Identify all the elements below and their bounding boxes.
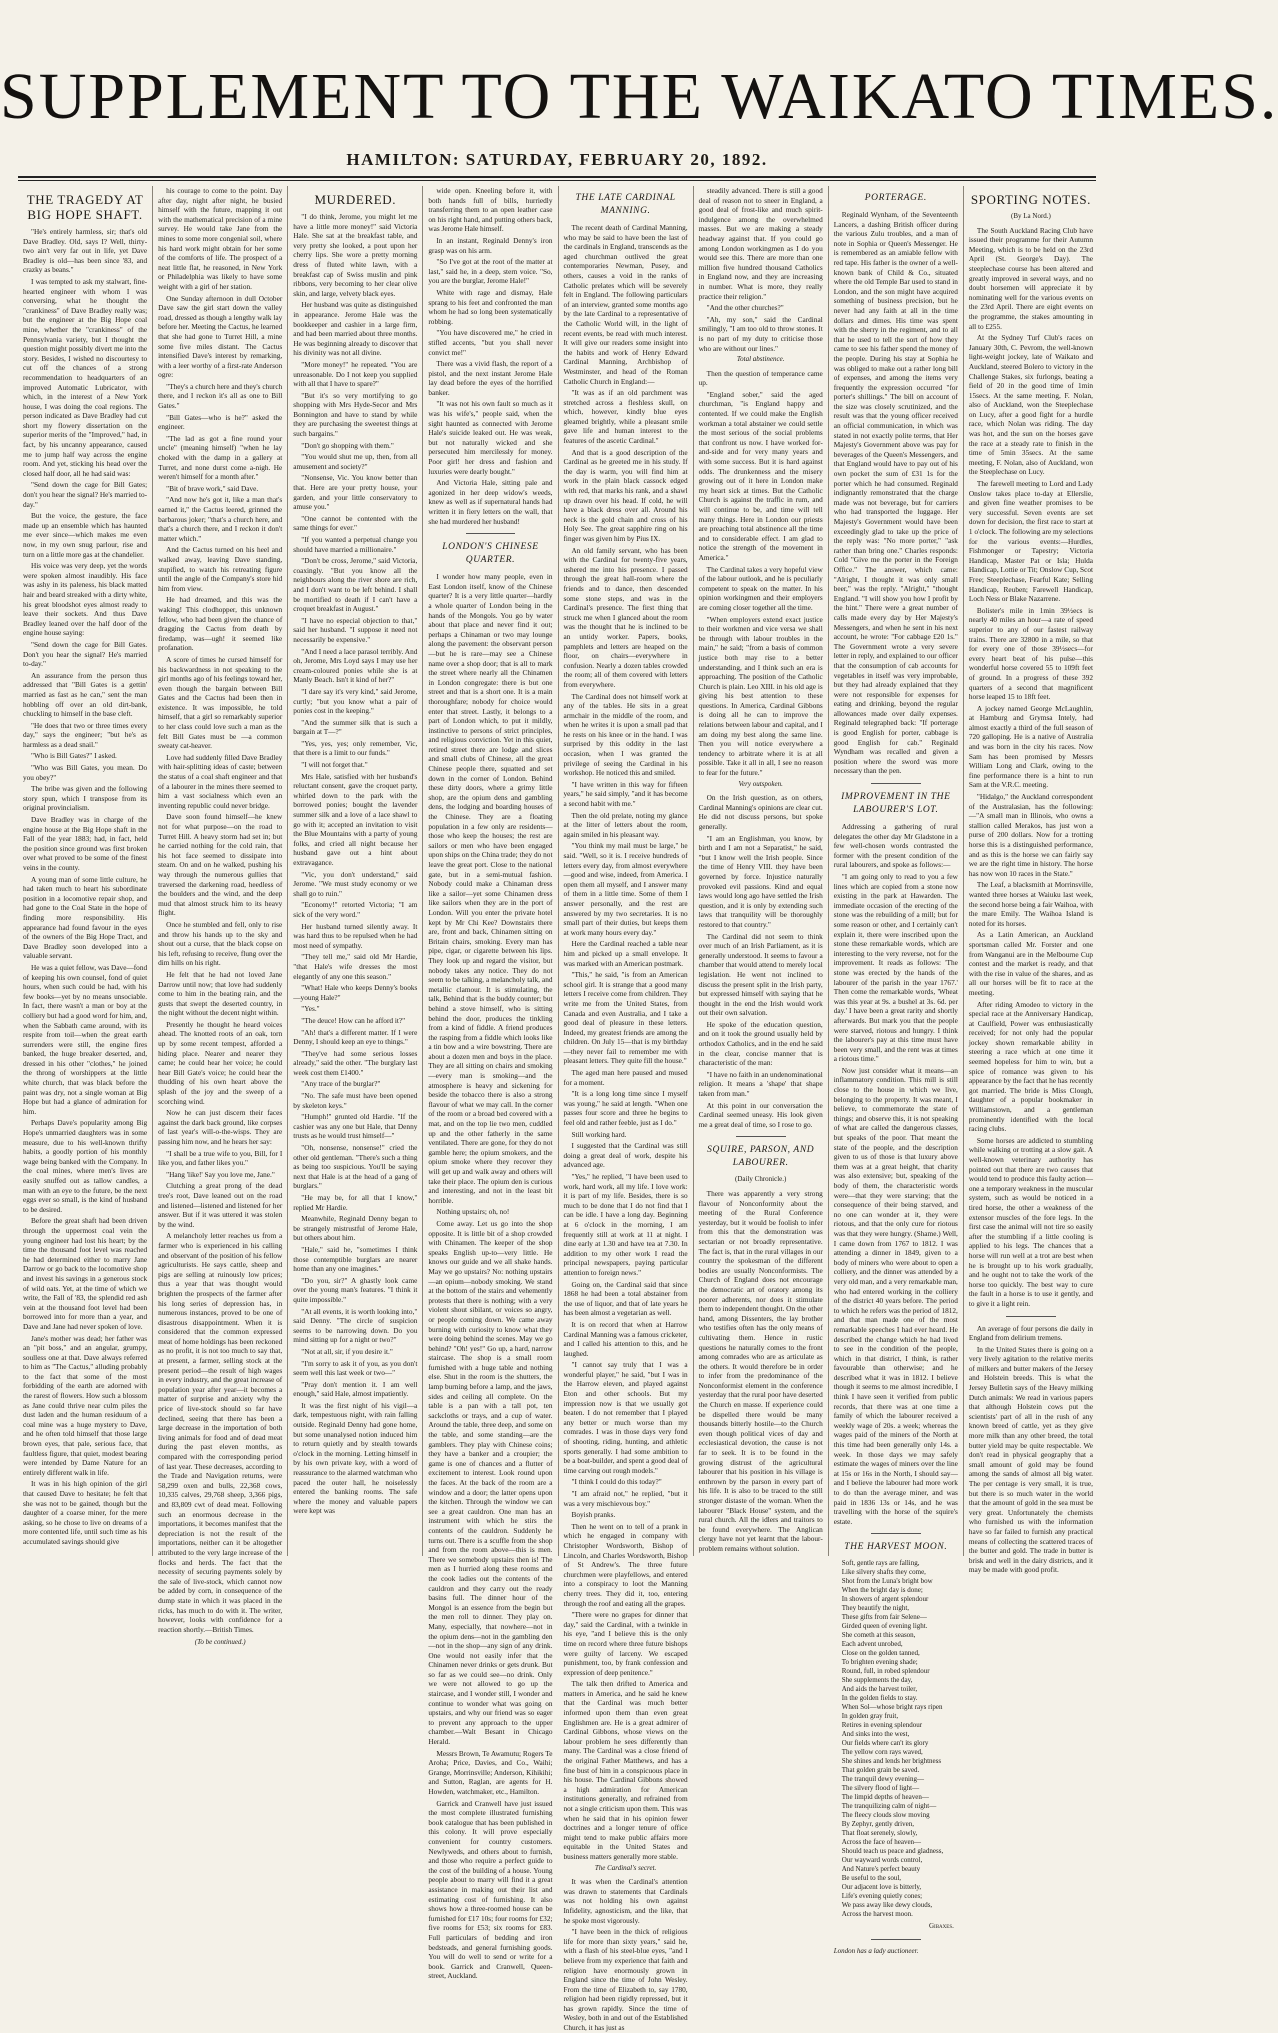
column-5 [559,186,694,2033]
filler-note: London has a lady auctioneer. [833,1946,919,1955]
paragraph: "More money!" he repeated. "You are unreasonable. Do I not keep you supplied with all that I have to spare?" [293,359,418,389]
paragraph: One Sunday afternoon in dull October Dave saw the girl start down the valley road, dressed as though a lengthy walk lay before her. Meeting the Cactus, he learned that she had gone to Turret Hill, a mine some five miles distant. The Cactus intensified Dave's interest by remarking, with a leer worthy of a first-rate Anderson ogre: [158,293,283,380]
paragraph: "I am afraid not," he replied, "but it was a very mischievous boy." [563,1489,688,1508]
paragraph: "This," he said, "is from an American school girl. It is strange that a good many letters I receive come from children. They write me from the United States, from Canada and even Australia, and I take a good deal of pleasure in these letters. Indeed, my greatest friends are among the children. On July 15—that is my birthday—they never fail to remember me with pleasant letters. They quite fill the house." [563,970,688,1066]
paragraph: An old family servant, who has been with the Cardinal for twenty-five years, ushered me into his presence. I passed through the great hall-room where the friends and to dance, then descended some stone steps, and was in the Cardinal's presence. The first thing that struck me when I glanced about the room was the thought that he is inclined to be an untidy worker. Papers, books, pamphlets and letters are heaped on the floor, on chairs—everywhere in confusion. Nearly a dozen tables crowded the room; all of them covered with letters from everywhere. [563,545,688,689]
article-body [428,572,552,1981]
paragraph: The farewell meeting to Lord and Lady Onslow takes place to-day at Ellerslie, and given fine weather promises to be very successful. Seven events are set down for decision, the first race to start at 1 o'clock. The following are my selections for the various events:—Hurdles, Fishmonger or Tapestry; Victoria Handicap, Master Pat or Isla; Hulda Handicap, Lottie or Tit; Onslow Cup, Scot Free; Steeplechase, Fearful Kate; Selling Handicap, Reuben; Farewell Handicap, Loch Ness or Blake Nazarrene. [968,479,1093,604]
paragraph: "Hang 'like!' Say you love me, Jane." [166,1169,275,1179]
paragraph: It was when the Cardinal's attention was drawn to statements that Cardinals was not holding his own against Infidelity, agnosticism, and the like, that he spoke most vigorously. [563,1877,688,1925]
paragraph: It was in his high opinion of the girl that caused Dave to hesitate; he felt that she was not to be gained, though but the daughter of a coarse miner, for the mere asking, so he chose to live on dreams of a more contented life, until such time as his accumulated savings should give [23,1479,148,1546]
paragraph: In an instant, Reginald Denny's iron grasp was on his arm. [428,235,553,255]
paragraph: Here the Cardinal reached a table near him and picked up a small envelope. It was marked with an American postmark. [563,939,688,968]
paragraph: Life's evening quietly cones; [841,1892,923,1901]
paragraph: And that is a good description of the Cardinal as he greeted me in his study. If the day is warm, you will find him at work in the plain black cassock edged with red, that marks his rank, and a shawl up drawn over his head. If cold, he will have a black dress over all. Around his neck is the gold chain and cross of his Holy See. The great sapphire ring on his finger was given him by Pius IX. [563,447,688,543]
paragraph: After riding Amodeo to victory in the special race at the Anniversary Handicap, at Caulfield, Power was enthusiastically received; for not only had the popular jockey shown remarkable ability in steering a race which at one time it seemed hopeless for him to win, but a spice of romance was given to his appearance by the fact that he has recently got married. The bride is Miss Clough, daughter of a popular bookmaker in Williamstown, and a gentleman prominently identified with the local racing clubs. [968,999,1093,1134]
paragraph: his courage to come to the point. Day after day, night after night, he busied himself with the future, mapping it out with the mathematical precision of a mine survey. He would take Jane from the mines to some more congenial soil, where his hard work might obtain for her some of the comforts of life. The prospect of a neat little flat, he reasoned, in New York or Philadelphia was likely to have some weight with a girl of her station. [158,186,283,291]
subheading: Very outspoken. [738,779,783,788]
paragraph: Once he stumbled and fell, only to rise and throw his hands up to the sky and shout out a curse, that the black copse on his left, refusing to receive, flung over the dim hills on his right. [158,919,283,968]
column-1 [18,186,153,1556]
article-heading: MURDERED. [314,192,397,207]
paragraph: Across the harvest moon. [841,1910,913,1919]
article-heading: THE HARVEST MOON. [844,1542,948,1553]
poem-signature: Gibaxes. [929,1922,954,1931]
divider [871,1533,921,1534]
column-2 [153,186,288,1647]
paragraph: There was a vivid flash, the report of a pistol, and the next instant Jerome Hale lay dead before the eyes of the horrified banker. [428,359,553,397]
masthead-rule [18,176,1096,178]
paragraph: "There were no grapes for dinner that day," said the Cardinal, with a twinkle in his eye, "and I believe this is the only time on record where three future bishops were guilty of larceny. We escaped punishment, too, by frank confession and expression of deep penitence." [563,1610,688,1677]
paragraph: We pass away like dewy clouds, [841,1901,933,1910]
paragraph: In the United States there is going on a very lively agitation to the relative merits of milkers and butter makers of the Jersey and Holstein breeds. This is what the Jersey Bulletin says of the Heavy milking Dutch animals: We read in various papers that although Holstein cows put the scientists' part of all in the rush of any known breed of cattle, yet as they give more milk than any other breed, the total butter yield may be quite respectable. We don't read in physical geography that a small amount of gold may be found among the sands of almost all big water. The per centage is very small, it is true, but there is so much water in the world that the amount of gold in the sea must be very great. Unfortunately the chemists who furnished us with the information have so far failed to furnish any practical means of collecting the scattered traces of the butter and gold. The trade in butter is brisk and well in the dairy districts, and it may be made with good profit. [968,1344,1093,1575]
paragraph: That float serenely, slowly, [841,1829,918,1838]
article-heading: THE LATE CARDINAL MANNING. [575,193,676,216]
paragraph: Then the old prelate, noting my glance at the litter of letters about the room, again smiled in his pleasant way. [563,810,688,839]
paragraph: I suggested that the Cardinal was still doing a great deal of work, despite his advanced age. [563,1141,688,1170]
paragraph: These gifts from fair Selene— [841,1613,927,1622]
paragraph: "Who is Bill Gates?" I asked. [31,751,117,761]
paragraph: "Oh, nonsense, nonsense!" cried the other old gentleman. "There's such a thing as being too suspicious. You'll be saying next that Hale is at the head of a gang of burglars." [293,1143,418,1191]
paragraph: Be useful to the soul, [841,1874,902,1883]
paragraph: I was tempted to ask my stalwart, fine-hearted engineer with whom I was conversing, what he thought the "crankiness" of Dave Bradley really was; but the engineer at the Big Hope coal mine, whether the "crankiness" of the Pennsylvania variety, but I thought the question might possibly divert me into the story. Besides, I wished no discourtesy to cut off the chances of a strong recommendation to headquarters of an improved Automatic Lubricator, with which, in the interest of a New York house, I was doing the coal regions. The person indicated as Dave Bradley had cut short my flowery dissertation on the superior merits of the "Improved," had, in fact, by his uncanny appearance, caused me to jump half way across the engine room. And yet, sticking his head over the closed half door, all he had said was: [23,276,148,478]
paragraph: Bolister's mile in 1min 39½ecs is nearly 40 miles an hour—a rate of speed superior to any of our fastest railway trains. There are 32800 in a mile, so that for every one of those 39½secs—for every heart beat of his pulse—this wonderful horse covered 55 to 109ft feet of ground. In a progress of these 392 quarters of a second that magnificent horse leaped 15 to 18ft feet. [968,605,1093,702]
masthead-rule-thin [18,180,1096,181]
column-6 [694,186,829,1556]
paragraph: And sinks into the west, [841,1730,910,1739]
subheading: Total abstinence. [736,355,785,364]
article-body [699,1189,823,1554]
paragraph: Addressing a gathering of rural delegates the other day Mr Gladstone in a few well-chosen words contrasted the former with the present condition of the rural labourers, and spoke as follows:— [833,822,958,870]
paragraph: "Nonsense, Vic. You know better than that. Here are your pretty house, your garden, and your little conservatory to amuse you." [293,473,418,512]
paragraph: The tranquil dewy evening— [841,1775,924,1784]
paragraph: "I think I could do this today?" [571,1477,662,1487]
masthead-title: SUPPLEMENT TO THE WAIKATO TIMES. [0,60,1278,133]
poem-body [834,1559,958,1919]
paragraph: "Bit of brave work," said Dave. [166,483,259,493]
paragraph: In golden gray fruit, [841,1712,899,1721]
paragraph: And the Cactus turned on his heel and walked away, leaving Dave standing, stupified, to watch his retreating figure until the angle of the Company's store hid him from view. [158,545,283,593]
paragraph: He was a quiet fellow, was Dave—fond of keeping his own counsel, fond of quiet hours, when such could be had, with his few books—yet by no means unsociable. In fact, there wasn't a man or boy at the colliery but had a good word for him, and, when the Sabbath came around, with its respite from toil—when the great earth surrenders were still, the engine fires banked, the huge breaker deserted, and, dressed in his other "clothes," he joined the throng of worshippers at the little white church, that was black before the paint was dry, not a single woman at Big Hope but had a glance of admiration for him. [23,962,148,1116]
paragraph: "I have been in the thick of religious life for more than sixty years," said he, with a flash of his steel-blue eyes, "and I believe from my experience that faith and religion have enormously grown in England since the time of John Wesley. From the time of Elizabeth to, say 1780, religion had been rigidly repressed, but it has grown rapidly. Since the time of Wesley, both in and out of the Established Church, it has just as [563,1927,688,2033]
paragraph: "Yes." [301,1004,320,1014]
paragraph: When Sol—whose bright rays ripen [841,1703,943,1712]
article-heading: LONDON'S CHINESE QUARTER. [442,542,539,566]
divider [466,533,516,534]
paragraph: "It is a long long time since I myself was young," he said at length. "When one passes four score and three he begins to feel old and rather feeble, just as I do." [563,1089,688,1128]
paragraph: He spoke of the education question, and on it took the ground usually held by orthodox Catholics, and in the end he said in the clear, concise manner that is characteristic of the man: [698,1019,823,1068]
paragraph: The limpid depths of heaven— [841,1793,929,1802]
to-be-continued: (To be continued.) [194,1638,246,1647]
article-body [428,186,552,526]
paragraph: Now he can just discern their faces against the dark back ground, like corpses of last year's will-o-the-wisps. They are passing him now, and he hears her say: [158,1108,283,1146]
paragraph: "Don't go shopping with them." [301,440,394,450]
article-body [564,1877,688,2033]
paragraph: "Vic, you don't understand," said Jerome. "We must study economy or we shall go to ruin." [293,869,418,898]
paragraph: The South Auckland Racing Club have issued their programme for their Autumn Meeting, which is to be held on the 23rd April (St. George's Day). The steeplechase course has been altered and greatly improved in several ways, and no doubt horsemen will appreciate it by nominating well for the various events on the 23rd April. There are eight events on the programme, the stakes amounting in all to £255. [968,225,1093,331]
paragraph: A melancholy letter reaches us from a farmer who is experienced in his calling and observant of the position of his fellow agriculturists. He says cattle, sheep and pigs are selling at ruinously low prices; thus a year that was thought would brighten the prospects of the farmer after his long series of depression has, in numerous instances, proved to be one of disastrous disappointment. When it is considered that the common expressed meat of home holdings has been reckoned as no profit, it is not too much to say that, at present, a farmer, selling stock at the present period—the result of high wages in every industry, and the great increase of population year after year—it becomes a matter of surprise and anxiety why the price of live-stock should so far have declined, seeing that there has been a large decrease in the importation of both living animals for food and of dead meat during the past eleven months, as compared with the corresponding period of last year. These decreases, according to the Trade and Navigation returns, were 58,299 oxen and bulls, 22,368 cows, 10,335 calves, 29,768 sheep, 3,366 pigs, and 83,809 cwt of dead meat. Following such an enormous decrease in the importations, it becomes manifest that the depreciation is not the result of the importations, neither can it be altogether attributed to the very large increase of the flocks and herds. The fact that the necessity of securing payments solely by the sale of live-stock, which cannot now be added by corn, in consequence of the dump state in which it was placed in the ricks, has much to do with it. The writer, however, looks with confidence for a reaction shortly.—British Times. [158,1231,283,1634]
paragraph: An average of four persons die daily in England from delirium tremens. [968,1323,1093,1343]
article-body [699,186,823,353]
paragraph: It was the first night of his vigil—a dark, tempestuous night, with rain falling outside. Reginald Denny had gone home, but some unanalysed notion induced him to return quietly and by stealth towards o'clock in the morning. Letting himself in by his own private key, with a word of reassurance to the alarmed watchman who paced the outer hall, he noiselessly entered the banking rooms. The safe where the money and valuable papers were kept was [293,1400,418,1516]
paragraph: Nothing upstairs; oh, no! [436,1207,510,1217]
paragraph: "Hale," said he, "sometimes I think those contemptible burglars are nearer home than any one imagines." [293,1244,418,1274]
paragraph: I wonder how many people, even in East London itself, know of the Chinese quarter? It is a very little quarter—hardly a whole quarter of London being in the hands of the Mongols. You go by water about that place and never find it out; perhaps a Chinaman or two may lounge along the pavement: the observant person—but he is rare—may see a Chinese name over a shop door; that is all to mark the street where nearly all the Chinamen in London congregate: there is but one street and that is a short one. It is a main thoroughfare; nobody for choice would enter that street. Lastly, it belongs to a part of London which, to put it mildly, instinctive to persons of strict principles, and religious conviction. Yet in this quiet, retired street there are lodge and slices and small clubs of Chinese, all the great Chinese people there, squatted and set down in the corner of London. Behind these dirty doors, where a grimy little shop, are the opium dens and gambling dens, the lodging and boarding houses of the Chinese. They are a floating population in a few only are residents—those who keep the houses; the rest are sailors or men who have been engaged upon ships on the China trade; they do not leave the great port. Close to the national gate, but in a semi-mutual fashion. Nobody could make a Chinaman dress like a sailor—yet some Chinamen dress like sailors when they are in the port of London. Will you enter the private hotel kept by Mr Chi Kee? Downstairs there are, front and back, Chinamen sitting on Britain chairs, smoking. Every man has pipe, cigar, or cigarette between his lips. They look up and regard the visitor, but nobody takes any notice. They do not seem to be talking, a melancholy talk, and metallic clamour. It is stimulating, the talk, Behind that is the buddy counter; but behind a stove himself, who is sitting behind the door, produces the tinkling from a kind of fiddle. A friend produces the rasping from a fiddle which looks like a tin bow and a wire bowstring. There are about a dozen men and boys in the place. They are all sitting on chairs and smoking—every man is smoking—and the atmosphere is heavy and sickening for beside the tobacco there is also a strong flavour of what we may call. In the corner of the room or a broad bed covered with a mat, and on the top lie two men, cuddled up and the other fatherly in the same ventilated. There are gone, for they do not gamble here; the opium smokers, and the opium smoke where they recover they will get up and walk away and others will take their place. The opium den is curious and interesting, and not in the least bit horrible. [428,572,553,1205]
byline: (Daily Chronicle.) [735,1175,787,1184]
paragraph: Our wayward words control, [841,1856,923,1865]
paragraph: Some horses are addicted to stumbling while walking or trotting at a slow gait. A well-known veterinary authority has pointed out that there are two causes that would tend to produce this faulty action—one a temporary weakness in the muscular system, such as would be noticed in a tired horse, the other a weakness of the extensor muscles of the fore legs. In the first case the animal will not tire so easily after the stumbling if a little cooling is applied to his legs. The chances that a horse will run well at a trot are best when he is brought up to his work gradually, and he ought not to take the work of the horse too quickly. The best way to cure the fault in a horse is to use it gently, and to give it a light rein. [968,1135,1093,1308]
paragraph: That golden grain be saved. [841,1766,920,1775]
paragraph: The tranquilizing calm of night— [841,1802,937,1811]
paragraph: His voice was very deep, yet the words were spoken almost inaudibly. His face was ashy in its paleness, his black matted hair and beard streaked with a dirty white, his great bloodshot eyes almost ready to leave their sockets. And thus Dave Bradley leaned over the half door of the engine house saying: [23,561,148,638]
divider [736,1136,786,1137]
paragraph: Love had suddenly filled Dave Bradley with hair-splitting ideas of caste; between the status of a coal shaft engineer and that of a labourer in the mines there seemed to him a vast socialness which even an inventing republic could never bridge. [158,752,283,810]
column-7 [829,186,964,1955]
paragraph: "I do think, Jerome, you might let me have a little more money!" said Victoria Hale. She sat at the breakfast table, and very pretty she looked, a pout upon her cherry lips. She wore a pretty morning dress of fluted white lawn, with a breakfast cap of Swiss muslin and pink ribbons, very becoming to her clear olive skin, and large, velvety black eyes. [293,212,418,298]
paragraph: And Victoria Hale, sitting pale and agonized in her deep widow's weeds, knew as well as if supernatural hands had written it in fiery letters on the wall, that she had murdered her husband! [428,478,553,526]
divider [871,1939,921,1940]
paragraph: "They's a church here and they's church there, and I reckon it's all as one to Bill Gates." [158,381,283,411]
paragraph: "He's entirely harmless, sir; that's old Dave Bradley. Old, says I? Well, thirty-two ain't very far out in life, yet Dave Bradley is old—has been since '83, and crazky as beans." [23,227,148,275]
paragraph: The talk then drifted to America and matters in America, and he said he knew that the Cardinal was much better informed upon them than even great Englishmen are. He is a great admirer of Cardinal Gibbons, whose views on the labour problem he sees differently than many. The Cardinal was a close friend of the original Father Matthews, and has a fine bust of him in a conspicuous place in his house. The Cardinal Gibbons showed a high admiration for American institutions generally, and refrained from not a single criticism upon them. This was when he said that in his opinion fewer doctrines and a longer tenure of office might tend to make public affairs more equitable in the United States and business matters generally more stable. [563,1679,688,1861]
paragraph: The Cardinal did not seem to think over much of an Irish Parliament, as it is generally understood. It seems to favour a chamber that would attend to merely local legislation. He went not inclined to discuss the present split in the Irish party, but expressed himself with saying that he thought in the end the Irish would work out their own salvation. [698,931,823,1018]
paragraph: "Yes, yes, yes; only remember, Vic, that there is a limit to our funds." [293,738,418,758]
paragraph: It is on record that when at Harrow Cardinal Manning was a famous cricketer, and I called his attention to this, and he laughed. [563,1319,688,1358]
paragraph: In showers of argent splendour [841,1595,929,1604]
article-body [699,793,823,1129]
paragraph: Retires in evening splendour [841,1721,923,1730]
paragraph: "It was not his own fault so much as it was his wife's," people said, when the sight haunted as connected with Jerome Hale's suicide leaked out. He was weak, but not naturally wicked and she persecuted him mercilessly for money. Poor girl! her dress and fashion and luxuries were dearly bought." [428,399,553,476]
paragraph: "Send down the cage for Bill Gates. Don't you hear the signal? He's married to-day." [23,639,148,669]
paragraph: "I have written in this way for fifteen years," he said simply, "and it has become a second habit with me." [563,779,688,809]
paragraph: Round, full, in robed splendour [841,1667,930,1676]
paragraph: The yellow corn rays waved, [841,1748,923,1757]
paragraph: "They tell me," said old Mr Hardie, "that Hale's wife dresses the most elegantly of any one this season." [293,952,418,981]
paragraph: "I am going only to read to you a few lines which are copied from a stone now existing in the park at Hawarden. The immediate occasion of the erecting of the stone was the rebuilding of a mill; but for some reason or other, and I certainly can't explain it, there were inscribed upon the stone these remarkable words, which are interesting to the very reverse, not for the improvement. It reads as follows: 'The stone was erected by the hands of the labourer of the parish in the year 1767.' Then come the remarkable words, 'Wheat was this year at 9s. a bushel at 3s. 6d. per day.' I have been a great rarity and shortly afterwards. But mark you that the people were starved, riotous and hungry. I think the labourer's pay at this time must have been very small, and the rent was at times a riotous time." [833,872,958,1064]
paragraph: "And the other churches?" [706,303,784,313]
paragraph: The Cardinal takes a very hopeful view of the labour outlook, and he is peculiarly competent to speak on the matter. In his opinion workingmen and their employers are coming closer together all the time. [698,564,823,612]
paragraph: And aids the harvest toiler, [841,1685,918,1694]
article-body [23,227,147,1547]
byline: (By La Nord.) [1011,212,1051,220]
paragraph: "I'm sorry to ask it of you, as you don't seem well this last week or two—" [293,1358,418,1378]
column-8 [964,186,1098,1575]
paragraph: "Ah, my son," said the Cardinal smilingly, "I am too old to throw stones. It is no part of my duty to criticise those who are without our lines." [698,314,823,353]
paragraph: "You have discovered me," he cried in stifled accents, "but you shall never convict me!" [428,328,553,357]
paragraph: Come away. Let us go into the shop opposite. It is little bit of a shop crowded with Chinamen. The keeper of the shop speaks English up-to—very little. He knows our guide and we all shake hands. May we go upstairs? No: nothing upstairs—an opium—nobody smoking. We stand at the bottom of the stairs and vehemently protests that there is nothing; with a very violent shout sibilant, or voices so angry, or people coming down. We came away burning with curiosity to know what they were doing behind the scenes. May we go behind? "Oh! yes!" Go up, a hard, narrow staircase. The shop is a small room furnished with a huge table and nothing else. Shut in the room is the shutters, the lamp burning before a lamp, and the jaws, sides and ceiling all complete. On the table is a pan with a tall pot, ten sackcloths or trays, and a cup of water. Around the table, three deep, and some on the table, and some standing—are the gamblers. They play with Chinese coins; they have a banker and a croupier; the game is one of chances and a flutter of excitement to interest. Look round upon the faces. At the back of the room are a window and a door; the latter opens upon the kitchen. Through the window we can see a great cauldron. One man has an instrument with which he stirs the contents of the cauldron. Suddenly he turns out. There is a scuffle from the shop and from the room above—this is men. There we somebody upstairs then is! The men as I hurried along these rooms and the cook ladies out the contents of the cauldron and they carry out the ready basins full. The dinner hour of the Mongol is an essence from the begin but the men roll to dinner. They play on. Many, especially, that nowhere—not in the opium dens—not in the gambling den —not in the shop—any sign of any drink. One would not easily infer that the Chinamen never drinks or gets drunk. But so far as we could see—no drink. Only we were not allowed to go up the staircase, and I wonder still, I wonder and continue to wonder what was going on upstairs, and why our friend was so eager to prevent any approach to the upper chamber.—Walt Besant in Chicago Herald. [428,1218,553,1747]
subheading: The Cardinal's secret. [594,1863,657,1872]
paragraph: "At all events, it is worth looking into," said Denny. "The circle of suspicion seems to be narrowing down. Do you mind sitting up for a night or two?" [293,1306,418,1345]
paragraph: Across the face of heaven— [841,1838,922,1847]
paragraph: "I am an Englishman, you know, by birth and I am not a Separatist," he said, "but I know well the Irish people. Since the time of Henry VIII. they have been governed by force. Injustice naturally provoked evil passions. Kind and equal laws would long ago have settled the Irish question, and it is only by extending such laws that tranquility will be thoroughly restored to that country." [698,833,823,929]
paragraph: "I have no faith in an undenominational religion. It means a 'shape' that shape taken from man." [698,1069,823,1099]
article-heading: SQUIRE, PARSON, AND LABOURER. [707,1145,815,1169]
paragraph: The fleecy clouds slow moving [841,1811,930,1820]
paragraph: "Send down the cage for Bill Gates; don't you hear the signal? He's married to-day." [23,480,148,509]
paragraph: The Leaf, a blacksmith at Morrinsville, wanted three horses at Waiuku last week, the second horse being a fair Waihoa, with the mare Emily. The Waihoa Island is noted for its horses. [968,880,1093,928]
paragraph: Mrs Hale, satisfied with her husband's reluctant consent, gave the croquet party, whirled down to the park with the borrowed ponies; bought the lavender summer silk and a love of a lace shawl to go with it; accepted an invitation to visit the Blue Mountains with a party of young folks, and cried all night because her husband gave out a hint about extravagance. [293,771,418,867]
article-body [834,822,958,1526]
paragraph: "No. The safe must have been opened by skeleton keys." [293,1091,418,1110]
paragraph: She shines and lends her brightness [841,1757,942,1766]
paragraph: "So I've got at the root of the matter at last," said he, in a deep, stern voice. "So, you are the burglar, Jerome Hale!" [428,257,553,286]
paragraph: Clutching a great prong of the dead tree's root, Dave leaned out on the road and listened—listened and listened for her answer. But if it was uttered it was stolen by the wind. [158,1181,283,1229]
paragraph: "They've had some serious losses already," said the other. "The burglary last week cost them £1400." [293,1048,418,1077]
paragraph: Her husband was quite as distinguished in appearance. Jerome Hale was the bookkeeper and cashier in a large firm, and had been married about three months. He was beginning already to discover that his divinity was not all divine. [293,300,418,358]
paragraph: Reginald Wynham, of the Seventeenth Lancers, a dashing British officer during the various Zulu troubles, and a man of note in Sophia or Queen's Messenger. He is remembered as an amiable fellow with red tape. His father is the owner of a well-known bank of Child & Co., situated where the old Temple Bar used to stand in London, and the son might have acquired something of business precision, but he never had any faith at all in the time dollars and dimes. His time was spent with the sherry in the regiment, and to all that he used to tell the sort of how they came to see his father spend the money of the people. During his stay at Sophia he was obliged to make out a rather long bill of expenses, and among the items very frequently the expression occurred "for porter's shillings." The bill on account of the size was closely scrutinized, and the result was that the young officer received an official communication, in which was stated in not exactly polite terms, that Her Majesty's Government above was pay for beverages of the Queen's Messengers, and that England would have to pay out of his own pocket the sum of £31 1s for the porter which he had consumed. Reginald indignantly remonstrated that the charge made was not beverage, but for carriers who had transported the luggage. Her Majesty's Government would have been exceedingly glad to take up the price of the reply was: "No more porter," "ask rather than bring one." Charles responds: Cold "Give me the porter in the Foreign Office." The answer, which came: "Alright, I thought it was only small beer," was the reply. "Alright," "thought England. "I will show you how I profit by the hint." There were a great number of calls made every day by Her Majesty's Messengers, and when he sent in his next account, he wrote: "For cabbage £20 1s." The Government wrote a very severe letter in reply, and explained to our officer that the consumption of cab accounts for vegetables in itself was very improbable, but they had already explained that they were not responsible for expenses for eating and drinking, beyond the regular allowances made over daily expenses. Reginald telegraphed back: "If porterage is good English for porter, cabbage is good English for cab." Reginald Wyndham was recalled and given a position where the sword was more necessary than the pen. [833,210,958,776]
article-heading: SPORTING NOTES. [970,192,1092,207]
paragraph: There was apparently a very strong flavour of Nonconformity about the meeting of the Rural Conference yesterday, but it would be foolish to infer from this that the demonstration was sectarian or not broadly representative. The fact is, that in the rural villages in our country the spokesman of the different bodies are usually Nonconformists. The Church of England does not encourage the democratic art of oratory among its poorer adherents, nor does it stimulate them to independent thought. On the other hand, among Dissenters, the lay brother who testifies often has the only means of cultivating them. Hence in rustic questions he naturally comes to the front among comrades who are as articulate as the others. It would therefore be in order to infer from the predominance of the Nonconformist element in the conference yesterday that the rural poor have deserted the Church en masse. If experience could be dispelled there would be many thousands bitterly hostile—to the Church even though political vices of day and ecclesiastical devotion, the cause is not far to seek. It is to be found in the growing distrust of the agricultural labourer that his position in his village is enthrown by the parson in every part of his life. It is also to be traced to the still stronger distaste of the woman. When the labourer "Black House" system, and the rural church. All the idlers and traitors to be found everywhere. The Anglican clergy have not yet learnt that the labour-problem remains without solution. [698,1189,823,1553]
divider [1006,1316,1056,1317]
article-body [969,1324,1093,1575]
paragraph: Presently he thought he heard voices ahead. The knotted roots of an oak, torn up by some recent tempest, afforded a hiding place. Nearer and nearer they came; he could hear her voice; he could hear Bill Gate's voice; he could hear the thudding of his own heart above the splash of the joy and the sweep of a scorching wind. [158,1019,283,1106]
paragraph: But the voice, the gesture, the face made up an ensemble which has haunted me ever since—which makes me even now, in my own snug parlour, rise and turn on a little more gas at the chandelier. [23,511,148,559]
paragraph: The bribe was given and the following story spun, which I transpose from its original provincialism. [23,784,148,813]
column-4 [423,186,558,1981]
paragraph: Garrick and Cranwell have just issued the most complete illustrated furnishing book catalogue that has been published in this colony. It will prove especially convenient for country customers. Newlyweds, and others about to furnish, and those who require a perfect guide to the cost of the building of a house. Young people about to marry will find it a great assistance in making out their list and estimating cost of furnishing. It also shows how a three-roomed house can be furnished for £17 10s; four rooms for £32; five rooms for £53; six rooms for £83. Full particulars of bedding and iron bedsteads, and general furnishing goods. You will do well to send or write for a book. Garrick and Cranwell, Queen-street, Auckland. [428,1798,553,1981]
paragraph: "I shall be a true wife to you, Bill, for I like you, and father likes you." [158,1148,283,1168]
paragraph: "And the summer silk that is such a bargain at T—?" [293,717,418,737]
paragraph: "What! Hale who keeps Denny's books—young Hale?" [293,983,418,1002]
paragraph: "Do you, sir?" A ghastly look came over the young man's features. "I think it quite impossible." [293,1275,418,1304]
paragraph: By Zephyr, gently driven, [841,1820,914,1829]
paragraph: "Humph!" grunted old Hardie. "If the cashier was any one but Hale, that Denny trusts as he would trust himself—" [293,1112,418,1141]
paragraph: She supplements the day, [841,1676,913,1685]
paragraph: "I dare say it's very kind," said Jerome, curtly; "but you know what a pair of ponies cost in the keeping." [293,686,418,716]
paragraph: Perhaps Dave's popularity among Big Hope's unmarried daughters was in some measure, due to his well-known thrifty habits, a goodly portion of his monthly wage being banked with the Company. In the coal mines, where men's lives are easily snuffed out as tallow candles, a man with an eye to the future, be the next eggs ever so small, is the kind of husband to be desired. [23,1118,148,1214]
paragraph: "I have no especial objection to that," said her husband. "I suppose it need not necessarily be expensive." [293,615,418,644]
paragraph: Dave Bradley was in charge of the engine house at the Big Hope shaft in the Fall of the year 1883; had, in fact, held the position since ground was first broken over what proved to be some of the finest veins in the county. [23,815,148,872]
paragraph: "It was as if an old parchment was stretched across a fleshless skull, on which, however, kindly blue eyes gleamed brightly, while a pleasant smile gave life and human interest to the features of the ascetic Cardinal." [563,388,688,446]
column-3 [288,186,423,1556]
paragraph: Dave soon found himself—he knew not for what purpose—on the road to Turret Hill. A heavy storm had set in; but he carried nothing for the cold rain, that his hot face seemed to dissipate into steam. On and on he walked, pushing his way through the numerous gullies that traversed the darkening road, heedless of the boulders and the wind, and the deep mud that almost struck him to its heavy flight. [158,812,283,918]
paragraph: "The deuce! How can he afford it?" [301,1015,406,1025]
paragraph: Her husband turned silently away. It was hard thus to be repulsed when he had most need of sympathy. [293,921,418,950]
paragraph: "But it's so very mortifying to go shopping with Mrs Hyde-Secor and Mrs Bonnington and have to stand by while they are purchasing the sweetest things at such bargains." [293,390,418,439]
paragraph: On the Irish question, as on others, Cardinal Manning's opinions are clear cut. He did not discuss persons, but spoke generally. [698,793,823,831]
article-body [564,223,688,1862]
paragraph: Our adjacent love is bitterly, [841,1883,922,1892]
paragraph: "Any trace of the burglar?" [301,1079,381,1089]
paragraph: "He may be, for all that I know," replied Mr Hardie. [293,1193,418,1212]
paragraph: "When employers extend exact justice to their workmen and vice versa we shall be through with labour troubles in the main," he said; "from a basis of common justice both may rise to a better understanding, and I think such an era is approaching. The position of the Catholic Church is plain. Leo XIII. in his old age is giving his best attention to these questions. In America, Cardinal Gibbons is doing all he can to improve the relations between labour and capital, and I am doing my best along the same line. Then you will notice everywhere a tendency to arbitrate where it is at all possible. Take it all in all, I see no reason to fear for the future." [698,614,823,778]
paragraph: The recent death of Cardinal Manning, who may be said to have been the last of the cardinals in England, transcends as the aged churchman outlived the great contemporaries Newman, Pusey, and others, causes a void in the ranks of Catholic prelates which will be severely felt in England. The following particulars of an interview, granted some months ago by the late Cardinal to a representative of the Catholic World will, in the light of recent events, be read with much interest. It will give our readers some insight into the habits and work of Henry Edward Cardinal Manning, Archbishop of Westminster, and head of the Roman Catholic Church in England:— [563,223,688,386]
paragraph: Shot from the Luna's bright bow [841,1577,933,1586]
paragraph: A jockey named George McLaughlin, at Hamburg and Grymsa Intely, had almost exactly a third of the full season of 720 galloping. He is a native of Australia and was born in the city his races. Now Sam has been promised by Messrs William Long and Clark, owing to the fine performance there is a hint to run Sam at the V.R.C. meeting. [968,703,1093,790]
article-heading: THE TRAGEDY AT BIG HOPE SHAFT. [26,192,144,222]
paragraph: In the golden fields to stay. [841,1694,918,1703]
paragraph: "Bill Gates—who is he?" asked the engineer. [158,412,283,432]
dateline: HAMILTON: SATURDAY, FEBRUARY 20, 1892. [346,150,768,169]
paragraph: Then he went on to tell of a prank in which he engaged in company with Christopher Wordsworth, Bishop of Lincoln, and Charles Wordsworth, Bishop of St Andrew's. The three future churchmen were playfellows, and entered into a conspiracy to loot the Manning cherry trees. They did it, too, entering through the roof and eating all the grapes. [563,1521,688,1608]
article-heading: PORTERAGE. [864,193,927,203]
paragraph: Boyish pranks. [571,1510,616,1520]
paragraph: Meanwhile, Reginald Denny began to be strangely mistrustful of Jerome Hale, but others about him. [293,1214,418,1243]
paragraph: At the Sydney Turf Club's races on January 30th, C. Pevrom, the well-known light-weight jockey, late of Waikato and Auckland, steered Bolero to victory in the Challenge Stakes, six furlongs, beating a field of 20 in the good time of 1min 15secs. At the same meeting, F. Nolan, also of Auckland, won the Steeplechase on Lucy, after a good fight for a hurdle race, which Nolan was riding. The day was hot, and the sun on the horses gave the race at a steady rate to finish in the time of 5min 35secs. At the same meeting, F. Nolan, also of Auckland, won the Steeplechase on Lucy. [968,333,1093,477]
paragraph: The aged man here paused and mused for a moment. [563,1068,688,1087]
paragraph: The silvery flood of light— [841,1784,920,1793]
paragraph: "I cannot say truly that I was a wonderful player," he said, "but I was in the Harrow eleven, and played against Eton and other schools. But my impression now is that we usually got beaten. I do not remember that I played any better or much worse than my comrades. I was in those days very fond of shooting, riding, hunting, and athletic sports generally. I had some ambition to be a boat-builder, and spent a good deal of time carving out rough models." [563,1360,688,1475]
paragraph: "Who was Bill Gates, you mean. Do you obey?" [23,763,148,782]
paragraph: Should teach us peace and gladness, [841,1847,944,1856]
paragraph: A score of times he cursed himself for his backwardness in not speaking to the girl months ago of his feelings toward her, even though the bargain between Bill Gates and the Cactus had been then in existence. It was impossible, he told himself, that a girl so remarkably superior to her class could love such a man as the felt Bill Gates must be —a common sweaty cat-heaver. [158,654,283,751]
paragraph: A young man of some little culture, he had taken much to heart his subordinate position in a locomotive repair shop, and had gone to the Coal State in the hope of finding more responsibility. His appearance had found favour in the eyes of the owners of the Big Hope Tract, and Dave Bradley soon developed into a valuable servant. [23,874,148,961]
paragraph: Close on the golden tanned, [841,1649,920,1658]
paragraph: Each advent unrobed, [841,1640,903,1649]
paragraph: They beautify the night, [841,1604,910,1613]
paragraph: Jane's mother was dead; her father was an "pit boss," and an angular, grumpy, soulless one at that. Dave always referred to him as "The Cactus," alluding probably to the fact that some of the most forbidding of the earth are adorned with the rarest of flowers. How such a blossom as Jane could thrive near culm piles the dust laden and the human residuum of a coal mine was a huge mystery to Dave, and he often told himself that those large brown eyes, that pale, serious face, that faultless figure, that quiet, modest bearing were intended by Dame Nature for an entirely different walk in life. [23,1333,148,1477]
article-body [969,226,1093,1309]
paragraph: Before the great shaft had been driven through the uppermost coal vein the young engineer had lost his heart; by the time the thousand foot level was reached he had determined either to marry Jane Darrow or go back to the locomotive shop and invest his savings in a generous stock of wild oats. Yet, at the time of which we write, the Fall of '83, the splendid red ash vein at the thousand foot level had been borrowed into for more than a year, and Dave and Jane had never spoken of love. [23,1216,148,1331]
paragraph: White with rage and dismay, Hale sprang to his feet and confronted the man whom he had so long been systematically robbing. [428,287,553,326]
paragraph: At this point in our conversation the Cardinal seemed uneasy. His look given me a great deal of time, so I rose to go. [698,1100,823,1129]
paragraph: And Nature's perfect beauty [841,1865,921,1874]
paragraph: "You would shut me up, then, from all amusement and society?" [293,452,418,471]
paragraph: "If you wanted a perpetual change you should have married a millionaire." [293,535,418,554]
paragraph: She cometh at this season, [841,1631,916,1640]
article-body [293,212,417,1516]
paragraph: He felt that he had not loved Jane Darrow until now; that love had suddenly come to him in the beating rain, and the gusts that swept the deserted country, in the night without the decent night within. [158,969,283,1018]
paragraph: "Pray don't mention it. I am well enough," said Hale, almost impatiently. [293,1379,418,1399]
article-body [158,186,282,1634]
article-body [699,369,823,778]
paragraph: As a Latin American, an Auckland sportsman called Mr. Forster and one from Wanganui are in the Melbourne Cup contest and the market is ready, and that with the rise in value of the shares, and as all our horses will be fit to race at the meeting. [968,930,1093,997]
article-body [834,210,958,776]
paragraph: Our fields where can't its glory [841,1739,929,1748]
paragraph: Going on, the Cardinal said that since 1868 he had been a total abstainer from the use of liquor, and that of late years he has been almost a vegetarian as well. [563,1279,688,1318]
paragraph: He had dreamed, and this was the waking! This clodhopper, this unknown fellow, who had been given the chance of dragging the Cactus from death by firedamp, was—ugh! it seemed like profanation. [158,595,283,653]
paragraph: "England sober," said the aged churchman, "is England happy and contented. If we could make the English workman a total abstainer we could settle the most serious of the social problems that confront us now. I have worked for-and-side and for very many years and with some success. But it is hard against odds. The drunkenness and the misery growing out of it here in London make my heart sick at times. But the Catholic Church is against the traffic in rum, and will continue to be, and time will tell many things. Here in London our priests are preaching total abstinence all the time and to considerable effect. I am glad to notice the strength of the movement in America." [698,389,823,562]
paragraph: "Economy!" retorted Victoria; "I am sick of the very word." [293,900,418,919]
paragraph: "You think my mail must be large," he said. "Well, so it is. I receive hundreds of letters every day, from almost everywhere—good and wise, indeed, from America. I open them all myself, and I answer many of them in a little time. Some of them I answer personally, and the rest are answered by my two secretaries. It is no small part of their duties, but keeps them at work many hours every day." [563,841,688,937]
paragraph: "Ah! that's a different matter. If I were Denny, I should keep an eye to things." [293,1027,418,1047]
paragraph: An assurance from the person thus addressed that "Bill Gates is a gettin' married as fast as he can," sent the man hobbling off over an old dirt-bank, chuckling to himself in the base cleft. [23,670,148,719]
paragraph: "One cannot be contented with the same things for ever." [293,513,418,533]
paragraph: "And I need a lace parasol terribly. And oh, Jerome, Mrs Loyd says I may use her cream-coloured ponies while she is at Manly Beach. Isn't it kind of her?" [293,646,418,685]
paragraph: Then the question of temperance came up. [698,368,823,388]
article-heading: IMPROVEMENT IN THE LABOURER'S LOT. [841,792,951,816]
paragraph: "I will not forget that." [301,760,368,770]
divider [871,783,921,784]
paragraph: Like silvery shafts they come, [841,1568,926,1577]
paragraph: Soft, gentle rays are falling, [841,1559,920,1568]
paragraph: steadily advanced. There is still a good deal of reason not to sneer in England, a good deal of frost-like and much spirit-indulgence among the overwhelmed masses. But we are making a steady headway against that. If you could go among London workingmen as I do you would see this. There are more than one million five hundred thousand Catholics in England now, and they are increasing in number. What is more, they really practice their religion." [698,186,823,301]
paragraph: "And now he's got it, like a man that's earned it," the Cactus leered, grinned the barbarous joker; "that's a church here, and that's a church there, and I reckon it don't matter which." [158,495,283,543]
paragraph: Now just consider what it means—an inflammatory condition. This mill is still close to the house in which we live, belonging to the property. It was meant, I believe, to commemorate the state of things; and observe this, it is not speaking of what are called the dangerous classes, but speaks of the poor. That meant the state of the people, and the description given to us of those is that luxury above them was at a great height, that charity was also extensive; but, speaking of the body of them, the characteristic words were—that they were starving; that the consequence of their being starved, and no one can wonder at it, they were riotous, and that the only cure for riotous was that they were hungry. (Shame.) Well, I came down from 1767 to 1812. I was attending a dinner in 1849, given to a body of miners who were about to open a colliery, and the dinner was attended by a very old man, and a very remarkable man, who had entered working in the colliery of the district 40 years before. The period to which he refers was the period of 1812, and that man made one of the most remarkable speeches I had ever heard. He described the change which he had lived to see in the condition of the people, which in that district, I think, is rather favourable than otherwise; and he described what it was in 1812. I believe though it seems to me almost incredible, I think I have seen it verified from public records, that there was at one time a family of which the labourer received a weekly wage of 20s. a week; whereas the wages paid of the miners of the North at this time had been generally only 14s. a week. In those days we may safely estimate the wages of miners over the line at 15s or 16s in the North, I should say—and I believe the labourer had more work to do than the average miner, and was paid in 1836 13s or 14s, and he was travelling with the horse of the squire's estate. [833,1065,958,1526]
paragraph: "The lad as got a fine round your uncle" (meaning himself) "when he lay choked with the damp in a gallery at Turret, and none durst come a-nigh. He weren't himself for a month after." [158,433,283,482]
newspaper-columns [18,186,1098,2033]
paragraph: When the bright day is done; [841,1586,923,1595]
paragraph: Still working hard. [571,1129,627,1139]
paragraph: Girded queen of evening light. [841,1622,928,1631]
paragraph: The Cardinal does not himself work at any of the tables. He sits in a great armchair in the middle of the room, and when he writes it is upon a small pad that he rests on his knee or in the hand. I was surprised by this oddity in the last occasion, when I was granted the privilege of seeing the Cardinal in his workshop. He noticed this and smiled. [563,691,688,778]
paragraph: "Don't be cross, Jerome," said Victoria, coaxingly. "But you know all the neighbours along the river shore are rich, and I don't want to be left behind. I shall be mortified to death if I can't have a croquet breakfast in August." [293,556,418,614]
paragraph: To brighten evening shade; [841,1658,918,1667]
paragraph: wide open. Kneeling before it, with both hands full of bills, hurriedly transferring them to an open leather case on his right hand, and putting others back, was Jerome Hale himself. [428,186,553,234]
paragraph: "Yes," he replied, "I have been used to work, hard work, all my life. I love work: it is part of my life. Besides, there is so much to be done that I do not find that I can be idle. I have a long day. Beginning at 6 o'clock in the morning, I am frequently still at work at 11 at night. I dine early at 1.30 and have tea at 7.30. In addition to my other work I read the principal newspapers, paying particular attention to foreign news." [563,1172,688,1277]
paragraph: "He does that two or three times every day," says the engineer; "but he's as harmless as a dead snail." [23,720,148,749]
paragraph: "Hidalgo," the Auckland correspondent of the Australasian, has the following:—"A small man in Illinois, who owns a stallion called Merakos, has just won a purse of 200 dollars. Now for a trotting horse this is a distinguished performance, and as this is the horse we can fairly say we are the right time in history. The horse has now won 10 races in the State." [968,792,1093,878]
paragraph: Messrs Brown, Te Awamutu; Rogers Te Aroha; Price, Davies, and Co., Waihi; Grange, Morrinsville; Anderson, Kihikihi; and Sutton, Raglan, are agents for H. Howden, watchmaker, etc., Hamilton. [428,1748,553,1796]
paragraph: "Not at all, sir, if you desire it." [301,1346,393,1356]
